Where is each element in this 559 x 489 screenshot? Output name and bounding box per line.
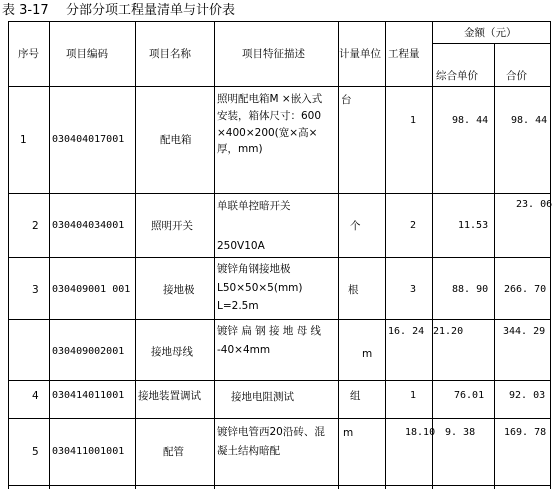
row-3-name: 接地极 [163,284,195,296]
row-6-qty: 18.10 [405,427,436,438]
column-divider [432,21,433,489]
column-divider [135,21,136,489]
desc-line: L50×50×5(mm) [217,281,303,294]
desc-line: 接地电阻测试 [231,391,294,403]
row-divider [8,485,551,486]
row-4-name: 接地母线 [151,346,193,358]
table-title: 分部分项工程量清单与计价表 [66,3,236,18]
column-divider [49,21,50,489]
row-2-qty: 2 [410,220,417,231]
desc-line: L=2.5m [217,300,259,312]
row-2-name: 照明开关 [151,220,193,232]
column-divider [494,43,495,489]
header-unit-price: 综合单价 [436,70,478,82]
column-divider [214,21,215,489]
row-6-desc [217,423,342,461]
header-qty: 工程量 [388,48,420,60]
row-5-qty: 1 [410,390,417,401]
row-3-qty: 3 [410,284,417,295]
row-divider [8,319,551,320]
row-5-seq: 4 [32,390,39,402]
desc-line: 单联单控暗开关 [217,200,291,212]
row-6-total: 169. 78 [504,427,547,438]
desc-line: 镀锌 扁 钢 接 地 母 线 [217,325,322,337]
table-number: 表 3-17 [2,3,49,18]
desc-line: -40×4mm [217,344,271,356]
header-name: 项目名称 [149,48,191,60]
header-seq: 序号 [18,48,39,60]
header-code: 项目编码 [66,48,108,60]
desc-line: ×400×200(宽×高× [217,126,318,139]
row-2-code: 030404034001 [52,220,125,231]
desc-line: 厚，mm) [217,143,263,156]
table-border-left [8,21,9,489]
row-1-seq: 1 [20,134,27,146]
row-5-unit: 组 [350,390,361,402]
desc-line: 安装，箱体尺寸：600 [217,109,322,122]
row-5-name: 接地装置调试 [138,390,201,402]
row-4-qty: 16. 24 [388,326,425,337]
header-total: 合价 [506,70,527,82]
row-6-name: 配管 [163,446,184,458]
row-divider [8,257,551,258]
row-4-unit-price: 21.20 [433,326,464,337]
header-desc: 项目特征描述 [242,48,305,60]
desc-line: 凝土结构暗配 [217,445,280,457]
row-2-desc [217,196,337,256]
row-1-code: 030404017001 [52,134,125,145]
row-1-unit: 台 [341,94,352,106]
row-4-desc [217,322,337,360]
row-3-unit: 根 [348,284,359,296]
row-1-qty: 1 [410,115,417,126]
header-unit: 计量单位 [339,48,381,60]
row-divider [8,380,551,381]
desc-line: 250V10A [217,240,265,252]
desc-line [217,216,337,236]
row-2-unit-price: 11.53 [458,220,489,231]
table-border-top [8,21,551,22]
row-5-code: 030414011001 [52,390,125,401]
row-5-total: 92. 03 [509,390,546,401]
header-bottom-line [8,86,551,87]
row-4-code: 030409002001 [52,346,125,357]
row-divider [8,418,551,419]
row-6-seq: 5 [32,446,39,458]
table-border-right [550,21,551,489]
row-6-unit: m [343,427,354,439]
desc-line: 镀锌角钢接地极 [217,263,291,275]
row-4-unit: m [362,348,373,360]
row-2-unit: 个 [350,220,361,232]
row-5-desc [231,389,336,406]
row-3-desc [217,260,337,316]
row-2-total: 23. 06 [516,199,553,210]
row-2-seq: 2 [32,220,39,232]
desc-line: 照明配电箱M ×嵌入式 [217,93,323,105]
row-1-name: 配电箱 [160,134,192,146]
row-3-total: 266. 70 [504,284,547,295]
row-6-code: 030411001001 [52,446,125,457]
row-3-unit-price: 88. 90 [452,284,489,295]
row-1-total: 98. 44 [511,115,548,126]
row-3-code: 030409001 001 [52,284,131,295]
amount-subheader-line [432,43,551,44]
row-4-total: 344. 29 [503,326,546,337]
column-divider [385,21,386,489]
row-5-unit-price: 76.01 [454,390,485,401]
row-1-desc [217,91,337,158]
column-divider [338,21,339,489]
row-1-unit-price: 98. 44 [452,115,489,126]
row-6-unit-price: 9. 38 [445,427,476,438]
row-divider [8,193,551,194]
header-amount: 金额（元） [464,27,517,39]
desc-line: 镀锌电管西20沿砖、混 [217,426,325,438]
row-3-seq: 3 [32,284,39,296]
